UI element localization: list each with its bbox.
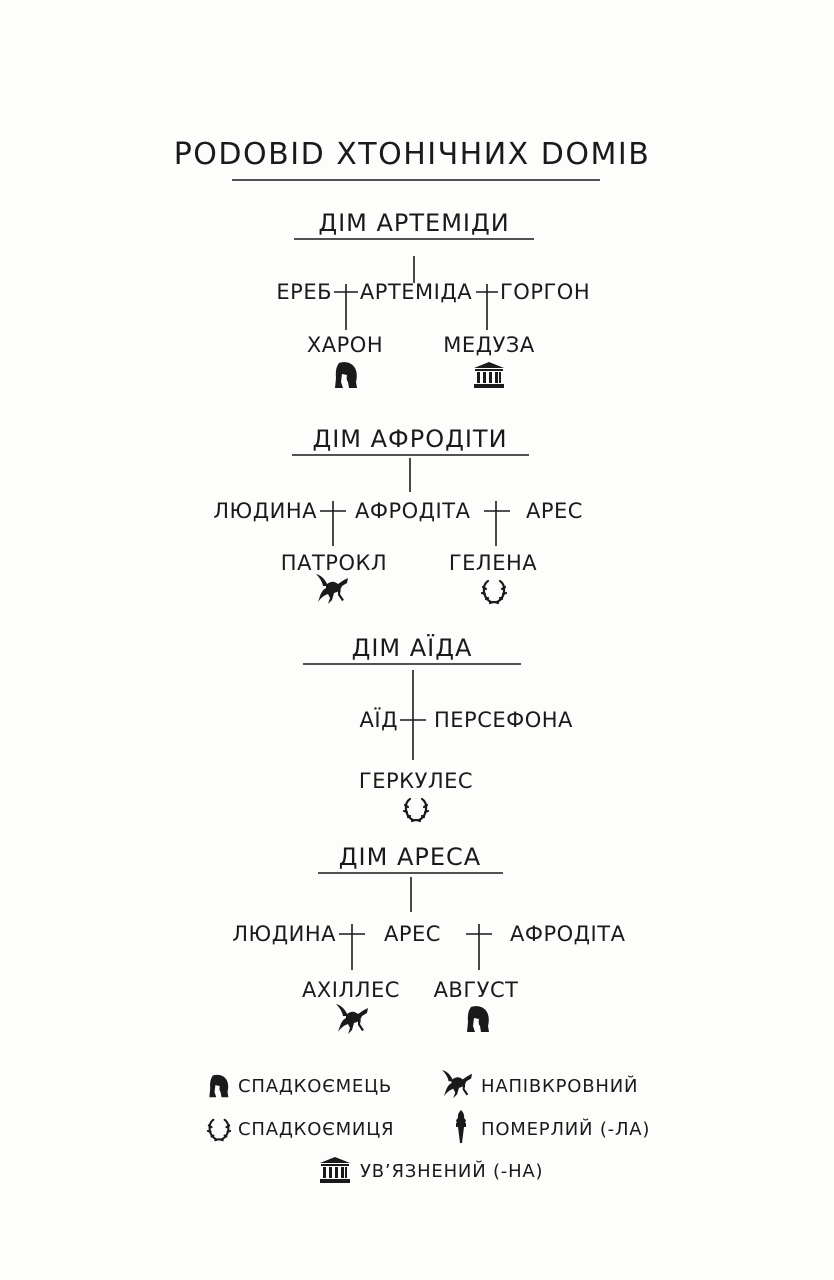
temple-icon xyxy=(474,362,504,388)
torch-icon xyxy=(453,1110,469,1144)
pegasus-icon xyxy=(440,1070,476,1100)
wreath-icon xyxy=(480,578,508,606)
house-title: ДІМ АЇДА xyxy=(351,634,473,662)
parent-name: АРТЕМІДА xyxy=(359,280,473,304)
legend-label: НАПІВКРОВНИЙ xyxy=(481,1076,639,1097)
parent-name: ЛЮДИНА xyxy=(213,499,317,523)
child-name: ХАРОН xyxy=(306,333,384,357)
page-title: РОDОВІD ХТОНІЧНИХ DОМІВ xyxy=(173,137,651,172)
child-name: МЕДУЗА xyxy=(443,333,535,357)
legend-label: СПАДКОЄМЕЦЬ xyxy=(238,1076,393,1097)
child-name: АХІЛЛЕС xyxy=(302,978,400,1002)
helmet-icon xyxy=(205,1073,231,1099)
house-title: ДІМ АРТЕМІДИ xyxy=(318,209,510,237)
parent-name: АФРОДІТА xyxy=(510,922,626,946)
child-name: ГЕРКУЛЕС xyxy=(358,769,474,793)
child-name: ГЕЛЕНА xyxy=(448,551,538,575)
child-name: АВГУСТ xyxy=(433,978,519,1002)
pegasus-icon xyxy=(334,1004,372,1036)
wreath-icon xyxy=(402,796,430,824)
house-title: ДІМ АРЕСА xyxy=(338,843,482,871)
helmet-icon xyxy=(330,360,360,390)
wreath-icon xyxy=(206,1117,232,1143)
parent-name: ЕРЕБ xyxy=(276,280,332,304)
parent-name: АФРОДІТА xyxy=(355,499,471,523)
parent-name: АРЕС xyxy=(384,922,441,946)
helmet-icon xyxy=(462,1004,492,1034)
house-title: ДІМ АФРОДІТИ xyxy=(312,425,508,453)
temple-icon xyxy=(320,1157,350,1183)
parent-name: АЇД xyxy=(359,708,398,732)
parent-name: ГОРГОН xyxy=(500,280,591,304)
parent-name: ПЕРСЕФОНА xyxy=(434,708,573,732)
parent-name: АРЕС xyxy=(526,499,583,523)
pegasus-icon xyxy=(314,574,352,606)
legend-label: ПОМЕРЛИЙ (-ЛА) xyxy=(481,1119,651,1140)
child-name: ПАТРОКЛ xyxy=(280,551,388,575)
parent-name: ЛЮДИНА xyxy=(232,922,336,946)
legend-label: УВ’ЯЗНЕНИЙ (-НА) xyxy=(360,1161,544,1182)
legend-label: СПАДКОЄМИЦЯ xyxy=(238,1119,395,1140)
